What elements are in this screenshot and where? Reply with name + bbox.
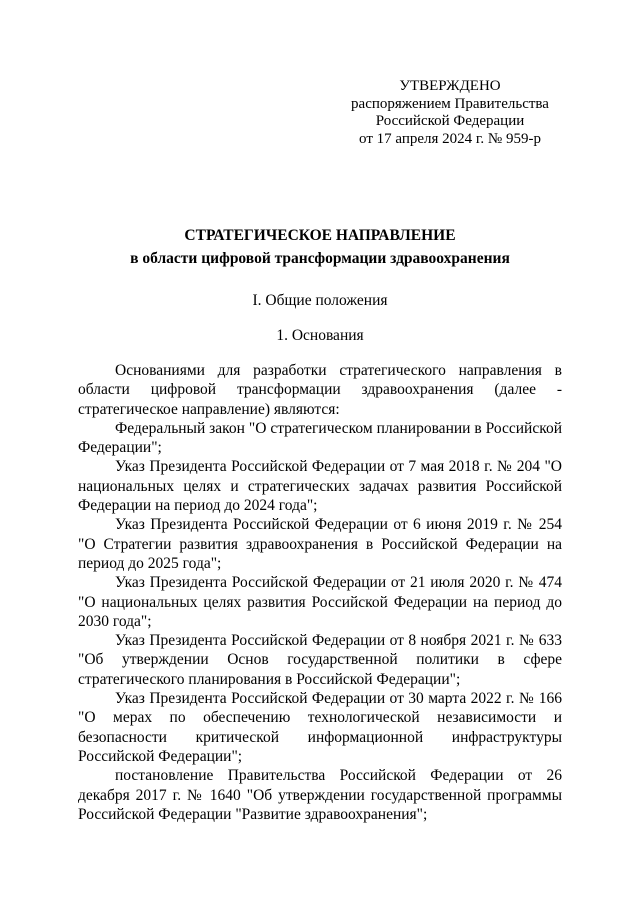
paragraph: Основаниями для разработки стратегического направления в области цифровой трансформации здравоохранения (далее - стратегическое направление) являются:: [78, 362, 562, 418]
paragraph: Указ Президента Российской Федерации от 8 ноября 2021 г. № 633 "Об утверждении Основ государственной политики в сфере стратегического планирования в Российской Федерации";: [78, 632, 562, 688]
paragraph: постановление Правительства Российской Федерации от 26 декабря 2017 г. № 1640 "Об утверждении государственной программы Российской Федерации "Развитие здравоохранения";: [78, 767, 562, 823]
document-subtitle: в области цифровой трансформации здравоохранения: [130, 250, 510, 267]
approval-issuer: распоряжением Правительства: [351, 95, 549, 112]
section-heading: I. Общие положения: [252, 292, 388, 309]
paragraph: Федеральный закон "О стратегическом планировании в Российской Федерации";: [78, 419, 562, 457]
subsection-heading: 1. Основания: [276, 327, 364, 344]
paragraph: Указ Президента Российской Федерации от 30 марта 2022 г. № 166 "О мерах по обеспечению технологической независимости и безопасности критической информационной инфраструктуры Российской Федерации";: [78, 690, 562, 765]
paragraph: Указ Президента Российской Федерации от 7 мая 2018 г. № 204 "О национальных целях и стратегических задачах развития Российской Федерации на период до 2024 года";: [78, 458, 562, 515]
approval-stamp: УТВЕРЖДЕНО: [399, 78, 501, 94]
document-title: СТРАТЕГИЧЕСКОЕ НАПРАВЛЕНИЕ: [184, 227, 456, 244]
document-body: [78, 361, 562, 824]
approval-issuer-country: Российской Федерации: [375, 113, 525, 129]
approval-block: [330, 78, 570, 148]
paragraph: Указ Президента Российской Федерации от 6 июня 2019 г. № 254 "О Стратегии развития здравоохранения в Российской Федерации на период до 2025 года";: [78, 516, 562, 572]
approval-date-number: от 17 апреля 2024 г. № 959-р: [359, 130, 541, 147]
paragraph: Указ Президента Российской Федерации от 21 июля 2020 г. № 474 "О национальных целях развития Российской Федерации на период до 2030 года";: [78, 574, 562, 630]
